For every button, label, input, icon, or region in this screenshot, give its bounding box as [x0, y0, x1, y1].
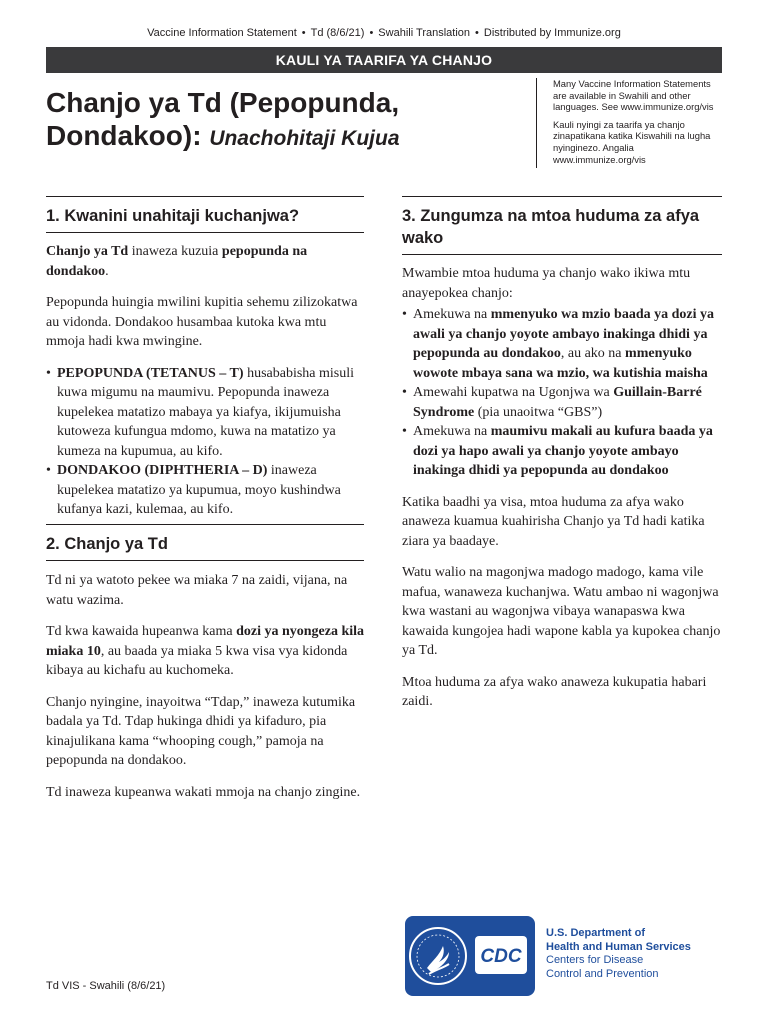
list-item-allergy	[402, 305, 724, 383]
section3-paragraph: Watu walio na magonjwa madogo madogo, kama vile mafua, wanaweza kuchanjwa. Watu ambao ni wagonjwa kwa wastani au wagonjwa vibaya wanapaswa kwa kawaida kungojea hadi wapone kabla ya kupokea chanjo ya Td.	[402, 565, 721, 658]
header-translation: Swahili Translation	[378, 27, 471, 39]
section-divider	[46, 524, 364, 525]
body-text: inaweza kupelekea matatizo ya kupumua, moyo kushindwa kufanya kazi, kulemaa, au kifo.	[57, 463, 341, 517]
agency-credit	[546, 927, 691, 981]
bold-text: Guillain-Barré Syndrome	[413, 385, 702, 420]
section1-intro	[46, 242, 366, 281]
header-source-line	[0, 27, 768, 39]
availability-note-english: Many Vaccine Information Statements are available in Swahili and other languages. See www.immunize.org/vis	[553, 78, 714, 113]
page-title-line1: Chanjo ya Td (Pepopunda,	[46, 87, 400, 118]
section3-paragraph: Mtoa huduma za afya wako anaweza kukupatia habari zaidi.	[402, 674, 707, 709]
section-divider	[46, 232, 364, 233]
bold-text: pepopunda na dondakoo	[46, 244, 308, 279]
section1-body	[46, 242, 366, 532]
bold-text: DONDAKOO (DIPHTHERIA – D)	[57, 463, 268, 478]
hhs-line2: Health and Human Services	[546, 940, 691, 953]
cdc-line2: Control and Prevention	[546, 967, 659, 980]
header-distributor: Distributed by Immunize.org	[483, 27, 621, 39]
document-code: Td VIS - Swahili (8/6/21)	[46, 980, 166, 992]
body-text: , au ako na	[560, 346, 626, 361]
header-edition: Td (8/6/21)	[310, 27, 365, 39]
body-text: Amekuwa na	[413, 307, 491, 322]
bold-text: PEPOPUNDA (TETANUS – T)	[57, 365, 244, 381]
bold-text: Chanjo ya Td	[46, 244, 129, 259]
page-subtitle: Unachohitaji Kujua	[209, 127, 400, 150]
hhs-eagle-seal-icon	[405, 916, 535, 996]
body-text: inaweza kuzuia	[128, 244, 222, 259]
body-text: , au baada ya miaka 5 kwa visa vya kidonda kibaya au kichafu au kuchomeka.	[46, 643, 348, 678]
page-title	[46, 86, 526, 155]
section2-paragraph: Td ni ya watoto pekee wa miaka 7 na zaidi, vijana, na watu wazima.	[46, 573, 348, 608]
bold-text: mmenyuko wowote mbaya sana wa mzio, wa kutishia maisha	[413, 346, 708, 381]
availability-note-swahili: Kauli nyingi za taarifa ya chanjo zinapatikana katika Kiswahili na lugha nyinginezo. Angalia www.immunize.org/vis	[553, 118, 711, 165]
list-item-severe-pain	[402, 422, 724, 481]
cdc-line1: Centers for Disease	[546, 954, 644, 966]
hhs-line1: U.S. Department of	[546, 927, 646, 939]
list-item-tetanus	[46, 364, 366, 462]
section-divider	[402, 196, 722, 197]
bold-text: mmenyuko wa mzio baada ya dozi ya awali ya chanjo yoyote ambayo inakinga dhidi ya pepopunda au dondakoo	[413, 307, 714, 361]
section2-body	[46, 571, 366, 814]
bold-text: maumivu makali au kufura baada ya dozi ya hapo awali ya chanjo yoyote ambayo inakinga dhidi ya pepopunda au dondakoo	[413, 424, 713, 478]
section2-paragraph	[46, 622, 366, 681]
body-text: Amekuwa na	[413, 424, 491, 439]
bullet-separator: •	[301, 27, 306, 39]
section2-paragraph: Td inaweza kupeanwa wakati mmoja na chanjo zingine.	[46, 784, 361, 800]
body-text: Amewahi kupatwa na Ugonjwa wa	[413, 385, 614, 400]
cdc-wordmark: CDC	[480, 946, 522, 967]
list-item-gbs	[402, 383, 724, 422]
provider-checklist	[402, 305, 724, 481]
section3-paragraph: Katika baadhi ya visa, mtoa huduma za afya wako anaweza kuamua kuahirisha Chanjo ya Td hadi katika ziara ya baadaye.	[402, 494, 705, 549]
statement-banner: KAULI YA TAARIFA YA CHANJO	[46, 47, 722, 73]
list-item-diphtheria	[46, 461, 366, 520]
bold-text: dozi ya nyongeza kila miaka 10	[46, 624, 365, 659]
disease-list	[46, 364, 366, 520]
body-text: (pia unaoitwa “GBS”)	[474, 404, 603, 420]
header-vis-label: Vaccine Information Statement	[147, 27, 297, 39]
page-title-line2: Dondakoo):	[46, 120, 202, 151]
body-text: Td kwa kawaida hupeanwa kama	[46, 624, 237, 639]
section-divider	[46, 196, 364, 197]
section2-paragraph: Chanjo nyingine, inayoitwa “Tdap,” inaweza kutumika badala ya Td. Tdap hukinga dhidi ya kifaduro, pia kinajulikana kama “whooping cough,” pamoja na pepopunda na dondakoo.	[46, 694, 356, 768]
hhs-cdc-logo	[405, 916, 535, 996]
bullet-separator: •	[369, 27, 374, 39]
section1-heading: 1. Kwanini unahitaji kuchanjwa?	[46, 207, 300, 225]
body-text: .	[105, 263, 109, 279]
section3-body	[402, 264, 724, 724]
body-text: husababisha misuli kuwa migumu na maumivu. Pepopunda inaweza kupelekea matatizo mabaya ya kiafya, ikijumuisha kutoweza kufungua mdomo, kuwa na matatizo ya kumeza na kupumua, au kifo.	[57, 365, 354, 459]
section-divider	[46, 560, 364, 561]
section1-paragraph: Pepopunda huingia mwilini kupitia sehemu zilizokatwa au vidonda. Dondakoo husambaa kutoka kwa mtu mmoja hadi kwa mwingine.	[46, 295, 358, 349]
section-divider	[402, 254, 722, 255]
language-availability-note	[536, 78, 722, 168]
section3-heading: 3. Zungumza na mtoa huduma za afya wako	[402, 207, 700, 247]
section3-intro: Mwambie mtoa huduma ya chanjo wako ikiwa mtu anayepokea chanjo:	[402, 266, 691, 301]
bullet-separator: •	[475, 27, 479, 39]
section2-heading: 2. Chanjo ya Td	[46, 535, 168, 553]
